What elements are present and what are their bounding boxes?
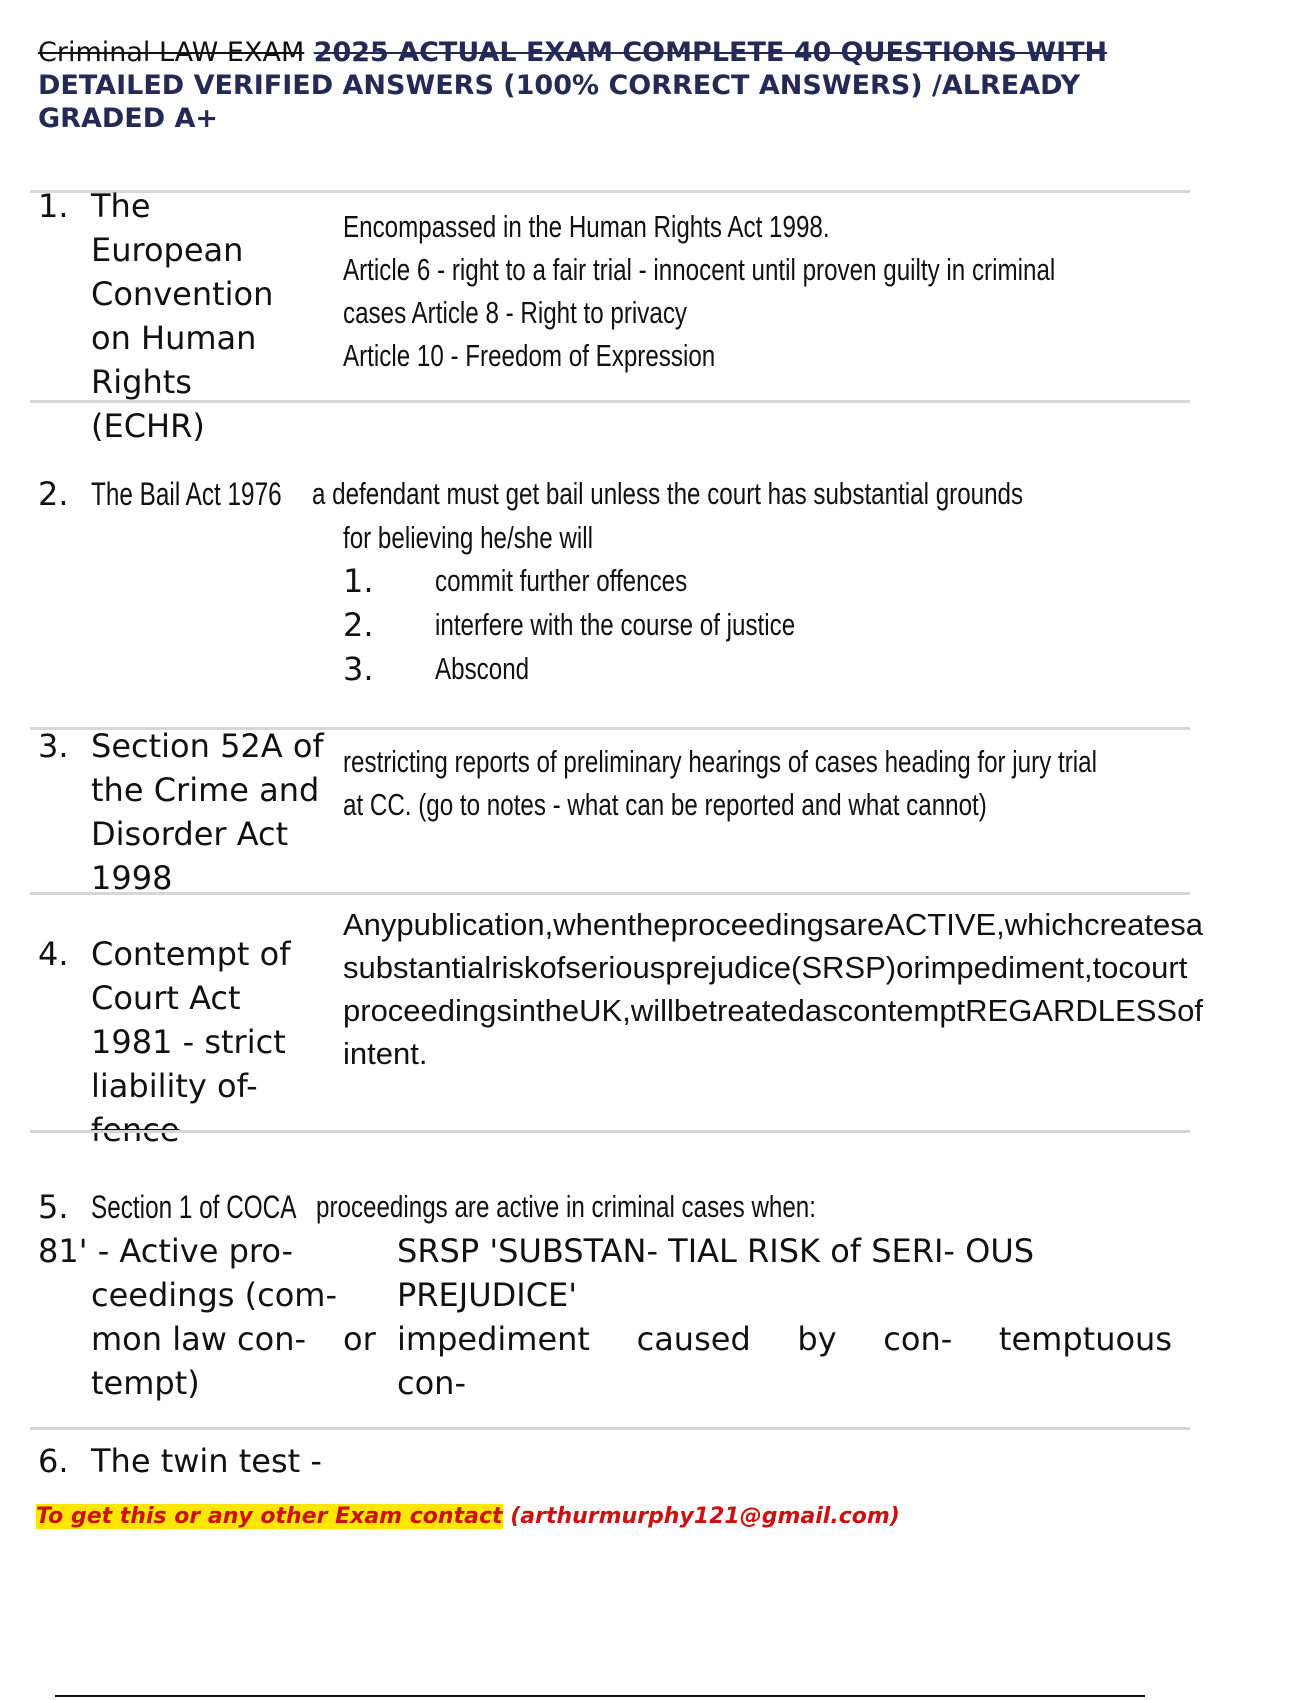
word: impediment, xyxy=(923,950,1093,985)
q2-term: The Bail Act 1976 xyxy=(91,476,282,512)
q4-term-line: Contempt of xyxy=(91,935,291,973)
q1-answer xyxy=(343,205,1256,377)
word: to xyxy=(1092,950,1119,985)
word: caused xyxy=(636,1320,751,1358)
q4-term-line: fence xyxy=(91,1111,180,1149)
q5-term: Section 1 of COCA xyxy=(91,1189,297,1225)
word: the xyxy=(536,993,580,1028)
q4-term-line: 1981 - strict xyxy=(91,1023,286,1061)
q3-term-line: Disorder Act xyxy=(91,815,289,853)
row-divider xyxy=(30,1427,1190,1430)
word: temptuous xyxy=(998,1320,1172,1358)
q5-cont-answer xyxy=(397,1229,1172,1405)
q2-item-text: commit further offences xyxy=(435,563,688,598)
document-title xyxy=(38,36,1178,135)
word: a xyxy=(1185,907,1203,942)
q5-cont-answer-line xyxy=(397,1273,1137,1317)
q3-term-line: the Crime and xyxy=(91,771,320,809)
word: will xyxy=(630,993,674,1028)
q1-term-line: (ECHR) xyxy=(91,407,205,445)
q5-answer xyxy=(316,1185,957,1228)
word: risk xyxy=(491,950,540,985)
q2-item-text: Abscond xyxy=(435,651,530,686)
q5-number: 5. xyxy=(38,1188,69,1226)
q2-answer-cont xyxy=(343,516,664,559)
q4-term-line: Court Act xyxy=(91,979,241,1017)
q2-number: 2. xyxy=(38,475,69,513)
footer-highlight: To get this or any other Exam contact xyxy=(36,1504,503,1529)
q1-number: 1. xyxy=(38,187,69,225)
word: substantial xyxy=(343,950,492,985)
page-bottom-rule xyxy=(55,1695,1145,1697)
word: creates xyxy=(1084,907,1186,942)
title-lead: Criminal LAW EXAM xyxy=(38,37,305,68)
word: con- xyxy=(397,1364,466,1402)
word: be xyxy=(673,993,709,1028)
q3-term xyxy=(91,724,324,900)
q1-term xyxy=(91,184,273,448)
word: court xyxy=(1118,950,1188,985)
word: the xyxy=(627,907,671,942)
word: prejudice xyxy=(665,950,792,985)
q5-cont-term-line: 81' - Active pro- xyxy=(38,1232,294,1270)
q1-term-line: Rights xyxy=(91,363,192,401)
row-divider xyxy=(30,892,1190,895)
word: proceedings xyxy=(343,993,512,1028)
word: or xyxy=(896,950,924,985)
word: which xyxy=(1004,907,1085,942)
q2-item-number: 3. xyxy=(343,650,374,688)
q2-answer-line: for believing he/she will xyxy=(343,520,594,555)
q5-answer-line: proceedings are active in criminal cases when: xyxy=(316,1189,816,1224)
title-rest: DETAILED VERIFIED ANSWERS (100% CORRECT ANSWERS) /ALREADY GRADED A+ xyxy=(38,70,1081,134)
word: when xyxy=(553,907,628,942)
word: ACTIVE, xyxy=(884,907,1005,942)
footer-contact xyxy=(36,1504,900,1529)
word: PREJUDICE' xyxy=(397,1276,578,1314)
word: by xyxy=(797,1320,837,1358)
q1-answer-line: Encompassed in the Human Rights Act 1998. xyxy=(343,209,830,244)
word: serious xyxy=(565,950,666,985)
q3-answer-line: at CC. (go to notes - what can be reported and what cannot) xyxy=(343,787,987,822)
q2-item xyxy=(435,647,556,690)
q2-item-number: 1. xyxy=(343,562,374,600)
q3-term-line: Section 52A of xyxy=(91,727,324,765)
word: con- xyxy=(883,1320,953,1358)
q2-item xyxy=(435,559,758,602)
q5-cont-answer-line xyxy=(397,1361,1137,1405)
q5-cont-answer-line xyxy=(397,1229,1137,1273)
q1-answer-line: cases Article 8 - Right to privacy xyxy=(343,295,688,330)
q1-term-line: on Human xyxy=(91,319,257,357)
word: treated xyxy=(708,993,805,1028)
word: UK, xyxy=(579,993,631,1028)
q4-answer-line xyxy=(343,1032,1153,1075)
word: as xyxy=(804,993,838,1028)
q6-number: 6. xyxy=(38,1442,69,1480)
word: proceedings xyxy=(670,907,840,942)
q4-number: 4. xyxy=(38,935,69,973)
word: in xyxy=(511,993,537,1028)
q6-term: The twin test - xyxy=(91,1442,322,1480)
q1-term-line: The xyxy=(91,187,151,225)
word: intent. xyxy=(343,1036,428,1071)
q4-answer xyxy=(343,903,1203,1075)
q5-cont-term xyxy=(38,1229,337,1405)
q1-term-line: European xyxy=(91,231,244,269)
q4-answer-line xyxy=(343,903,1203,946)
q2-item xyxy=(435,603,897,646)
q3-answer xyxy=(343,740,1310,826)
footer-email[interactable]: (arthurmurphy121@gmail.com) xyxy=(510,1504,900,1529)
q3-answer-line: restricting reports of preliminary hearings of cases heading for jury trial xyxy=(343,744,1097,779)
word: SRSP 'SUBSTAN- TIAL RISK of SERI- OUS xyxy=(397,1232,1035,1270)
word: Any xyxy=(343,907,397,942)
word: REGARDLESS xyxy=(965,993,1178,1028)
q2-item-text: interfere with the course of justice xyxy=(435,607,796,642)
q5-cont-term-line: tempt) xyxy=(91,1364,200,1402)
q2-answer xyxy=(312,472,1224,515)
q5-connector: or xyxy=(343,1320,376,1358)
q4-term xyxy=(91,932,290,1152)
q4-answer-line xyxy=(343,946,1188,989)
word: of xyxy=(1177,993,1203,1028)
word: of xyxy=(539,950,566,985)
q5-cont-term-line: ceedings (com- xyxy=(91,1276,337,1314)
word: impediment xyxy=(397,1320,590,1358)
title-struck: 2025 ACTUAL EXAM COMPLETE 40 QUESTIONS WITH xyxy=(313,37,1108,68)
q2-answer-line: a defendant must get bail unless the court has substantial grounds xyxy=(312,476,1024,511)
q5-cont-answer-line xyxy=(397,1317,1172,1361)
q5-cont-term-line: mon law con- xyxy=(91,1320,307,1358)
q1-term-line: Convention xyxy=(91,275,274,313)
q4-term-line: liability of- xyxy=(91,1067,258,1105)
word: contempt xyxy=(837,993,966,1028)
row-divider xyxy=(30,1130,1190,1133)
word: are xyxy=(839,907,885,942)
word: publication, xyxy=(396,907,554,942)
row-divider xyxy=(30,400,1190,403)
q4-answer-line xyxy=(343,989,1203,1032)
q2-item-number: 2. xyxy=(343,606,374,644)
q1-answer-line: Article 10 - Freedom of Expression xyxy=(343,338,716,373)
q3-number: 3. xyxy=(38,727,69,765)
q3-term-line: 1998 xyxy=(91,859,173,897)
word: (SRSP) xyxy=(791,950,897,985)
q1-answer-line: Article 6 - right to a fair trial - innocent until proven guilty in criminal xyxy=(343,252,1056,287)
